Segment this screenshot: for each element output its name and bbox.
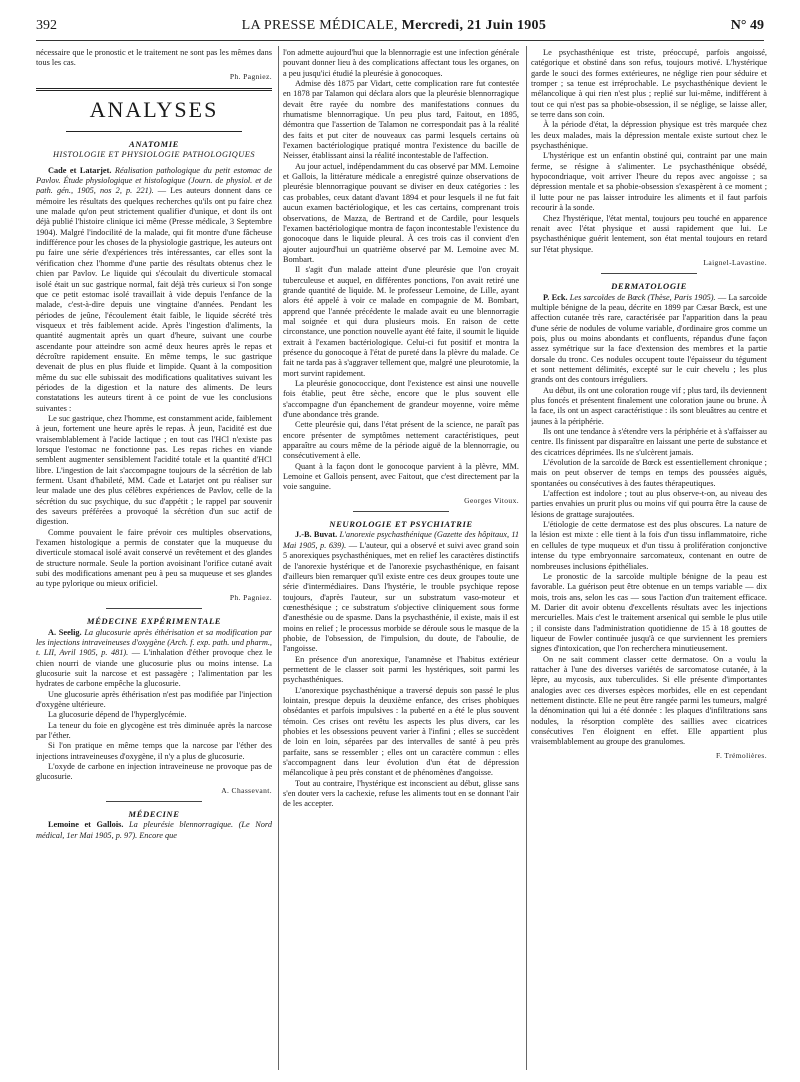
paragraph: L'anorexique psychasthénique a traversé depuis son passé le plus lointain, presque depuis la deuxième enfance, des crises phobiques obsédantes et parfois impulsives : la puberté en a été le plus souvent témoin. Ces crises ont revêtu les aspects les plus divers, car les phobies et les obsessions peuvent varier à l'infini ; elles se succèdent de loin en loin, séparées par des intervalles de santé à peu près parfaite, sans se ressembler ; elles ont un caractère commun : elles s'accompagnent dans leur évolution d'un état de dépression mélancolique à peu près constant et de phénomènes d'angoisse. xyxy=(283,685,519,778)
article-author: P. Eck. xyxy=(543,292,568,302)
signature: Laignel-Lavastine. xyxy=(703,257,767,267)
divider xyxy=(106,608,202,609)
article-title: Réalisation pathologique du petit estomac de Pavlov. Étude physiologique et histologique xyxy=(36,165,272,186)
article-text: — Les auteurs donnent dans ce mémoire les résultats des quelques recherches qu'ils ont pu faire chez une malade qu'on peut strictement qualifier d'unique, et dont ils ont déjà publié l'histoire clinique ici même (Presse médicale, 3 Septembre 1904). Malgré l'indocilité de la malade, qui fit montre d'une fâcheuse indifférence pour les choses de la physiologie gastrique, les auteurs ont pu faire une série d'expériences très intéressantes, car elles sont la vérification chez l'homme d'une partie des résultats obtenus chez le chien par Pavlov. Le liquide qui s'écoulait du diverticule stomacal isolé était un suc gastrique normal, fait déjà très curieux si l'on songe que ce petit estomac isolé travaillait à vide depuis l'enfance de la malade, c'est-à-dire depuis une vingtaine d'années. Pendant les périodes de jeûne, l'écoulement était faible, le liquide sécrété très visqueux et très faiblement acide. Après l'ingestion d'aliments, la quantité augmentait après un quart d'heure, suivant une courbe ascendante pour atteindre son acmé deux heures après le repas et décroître rapidement ensuite. En même temps, le suc gastrique devenait de plus en plus fluide et limpide. Quant à la composition même du suc elle subissait des modifications qualitatives suivant les périodes de la digestion et la nature des aliments. De leurs constatations les auteurs tirent à ce point de vue les conclusions suivantes : xyxy=(36,186,272,413)
signature: F. Trémolières. xyxy=(715,750,767,760)
paragraph: Quant à la façon dont le gonocoque parvient à la plèvre, MM. Lemoine et Gallois pensent, avec Faitout, que c'est directement par la voie sanguine. xyxy=(283,461,519,492)
article-title: L'anorexie psychasthénique xyxy=(339,530,432,540)
paragraph: Cette pleurésie qui, dans l'état présent de la science, ne paraît pas encore présenter de symptômes nettement caractéristiques, peut apparaître au cours même de la période aiguë de la blennorragie, ou consécutivement à elle. xyxy=(283,420,519,461)
column-1 xyxy=(36,48,272,1070)
article-paragraph xyxy=(36,820,272,841)
paragraph: Le psychasthénique est triste, préoccupé, parfois angoissé, catégorique et obstiné dans son refus, toujours motivé. L'hystérique garde le souci des formes extérieures, ne néglige rien pour séduire et tromper ; sa tenue est irréprochable. Le psychasthénique devient le mélancolique à qui rien n'est plus ; replié sur lui-même, indifférent à tout ce qui n'est pas sa phobie-obsession, il se néglige, se laisse aller, se terre dans son coin. xyxy=(531,48,767,120)
section-title: DERMATOLOGIE xyxy=(611,281,687,292)
paragraph: Si l'on pratique en même temps que la narcose par l'éther des injections intraveineuses d'oxygène, il n'y a plus de glucosurie. xyxy=(36,741,272,761)
paragraph: On ne sait comment classer cette dermatose. On a voulu la rattacher à l'une des diverses variétés de sarcomatose cutanée, à la lèpre, au mycosis, aux tuberculides. Si elle présente d'importantes analogies avec ces diverses espèces morbides, elle en est cependant nettement distincte. Elle ne peut être rangée parmi les tumeurs, malgré la dénomination qui lui a été donnée : les plaques d'infiltrations sans nodules, la résorption complète des saillies avec cicatrices consécutives l'en éloignent en effet. Elle appartient plus vraisemblablement au groupe des granulomes. xyxy=(531,654,767,747)
paragraph: Chez l'hystérique, l'état mental, toujours peu touché en apparence renait avec l'état physique et aussi rapidement que lui. Le psychasthénique guérit lentement, son état mental toujours en retard sur l'état physique. xyxy=(531,213,767,254)
paragraph: Une glucosurie après éthérisation n'est pas modifiée par l'injection d'oxygène ultérieure. xyxy=(36,689,272,709)
header-rule xyxy=(36,40,764,41)
paragraph: Tout au contraire, l'hystérique est inconscient au début, glisse sans s'en douter vers la cachexie, refuse les aliments tout en se donnant l'air de les accepter. xyxy=(283,778,519,809)
article-reference: (Arch. f. exp. path. und pharm., t. LII, Avril 1905, p. 481). xyxy=(36,637,272,658)
signature: Georges Vitoux. xyxy=(464,495,519,505)
column-2 xyxy=(283,48,519,1070)
signature: Ph. Pagniez. xyxy=(229,592,272,602)
issue-number: N° 49 xyxy=(730,18,764,33)
paragraph: Au début, ils ont une coloration rouge vif ; plus tard, ils deviennent plus foncés et présentent finalement une coloration jaune ou brune. À la face, ils ont un aspect caractéristique : ils sont bleuâtres au centre et jaunes à la périphérie. xyxy=(531,385,767,426)
journal-title xyxy=(242,18,547,34)
issue-date: Mercredi, 21 Juin 1905 xyxy=(401,18,547,33)
article-title: La glucosurie après éthérisation et sa modification par les injections intraveineuses d'oxygène xyxy=(36,627,272,647)
section-title: MÉDECINE xyxy=(128,809,180,819)
article-reference: (Journ. de physiol. et de path. gén., 1905, nos 2, p. 221). xyxy=(36,176,272,196)
page-number: 392 xyxy=(36,18,57,33)
section-heading-analyses: ANALYSES xyxy=(89,97,219,123)
paragraph: La teneur du foie en glycogène est très diminuée après la narcose par l'éther. xyxy=(36,720,272,740)
section-subtitle: HISTOLOGIE ET PHYSIOLOGIE PATHOLOGIQUES xyxy=(53,150,255,160)
paragraph: L'oxyde de carbone en injection intraveineuse ne provoque pas de glucosurie. xyxy=(36,761,272,782)
paragraph: Comme pouvaient le faire prévoir ces multiples observations, l'examen histologique a permis de constater que la muqueuse du diverticule stomacal isolé avait conservé un revêtement et des glandes de structure normale. Seule la portion avoisinant l'orifice cutané avait subi des modifications amenant peu à peu sa muqueuse et ses glandes au type pylorique ou mieux orificiel. xyxy=(36,527,272,589)
paragraph: Le suc gastrique, chez l'homme, est constamment acide, faiblement à jeun, fortement une heure après le repas. À jeun, l'acidité est due vraisemblablement à l'acide lactique ; en tout cas l'HCl n'existe pas lorsque l'estomac ne fonctionne pas. Les repas riches en viande semblent augmenter sensiblement l'acidité totale et la quantité d'HCl libre. L'ingestion de lait s'accompagne toujours de la sécrétion de lab ferment. Usant d'habileté, MM. Cade et Latarjet ont pu réaliser sur leur malade une des plus célèbres expériences de Pavlov, celle de la sécrétion du suc psychique, du suc d'appétit ; le rappel par souvenir des saveurs préférées a provoqué la sécrétion d'un suc actif de digestion. xyxy=(36,413,272,527)
article-reference: (Thèse, Paris 1905). xyxy=(647,292,716,302)
signature: A. Chassevant. xyxy=(221,785,272,795)
signature: Ph. Pagniez. xyxy=(229,71,272,81)
paragraph: Le pronostic de la sarcoïde multiple bénigne de la peau est favorable. La guérison peut être obtenue en un temps variable — dix mois, trois ans, selon les cas — sous l'action d'un traitement efficace. M. Darier dit avoir obtenu d'excellents résultats avec les injections mercurielles. Mais c'est le traitement arsenical qui semble le plus utile ; il consiste dans l'administration quotidienne de 15 à 18 gouttes de liqueur de Fowler continuée jusqu'à ce que surviennent les premiers signes d'intoxication, que l'on recherchera minutieusement. xyxy=(531,571,767,654)
paragraph: À la période d'état, la dépression physique est très marquée chez les deux malades, mais la dépression mentale existe surtout chez le psychasthénique. xyxy=(531,120,767,151)
column-divider xyxy=(526,46,527,1070)
article-paragraph xyxy=(36,628,272,690)
divider xyxy=(106,801,202,802)
section-title: ANATOMIE xyxy=(128,139,179,150)
article-title: La pleurésie blennorragique. xyxy=(129,820,234,830)
article-title: Les sarcoïdes de Bœck xyxy=(569,292,646,302)
column-3 xyxy=(531,48,767,1070)
paragraph: La glucosurie dépend de l'hyperglycémie. xyxy=(48,710,187,720)
paragraph: La pleurésie gonococcique, dont l'existence est ainsi une nouvelle fois établie, peut être sèche, encore que le plus souvent elle s'accompagne d'un épanchement de grandeur moyenne, voire même d'une abondance très grande. xyxy=(283,379,519,420)
page-header xyxy=(36,18,764,40)
article-paragraph xyxy=(36,166,272,414)
article-author: Lemoine et Gallois. xyxy=(48,820,124,830)
paragraph: L'évolution de la sarcoïde de Bœck est essentiellement chronique ; mais on peut observer de temps en temps des poussées aiguës, spontanées ou consécutives à des fautes thérapeutiques. xyxy=(531,458,767,488)
section-rule xyxy=(36,88,272,91)
paragraph: Il s'agit d'un malade atteint d'une pleurésie que l'on croyait tuberculeuse et auquel, en différentes ponctions, l'on avait retiré une grande quantité de liquide. M. le professeur Lemoine, de Lille, ayant alors été appelé à voir ce malade en compagnie de M. Bombart, apprend que l'année précédente le malade avait eu une blennorragie mal soignée et qui dura plusieurs mois. En raison de cette circonstance, une ponction nouvelle ayant été faite, il soumit le liquide extrait à l'examen bactériologique. Celui-ci fut positif et montra la présence du gonocoque à l'état de pureté dans la plèvre du malade. Ce fait ne tarda pas à s'aggraver tellement que, malgré une pleurotomie, la mort survint rapidement. xyxy=(283,265,519,378)
article-author: Cade et Latarjet. xyxy=(48,165,112,175)
paragraph: nécessaire que le pronostic et le traitement ne sont pas les mêmes dans tous les cas. xyxy=(36,48,272,68)
article-paragraph xyxy=(531,293,767,386)
article-reference: (Le Nord médical, 1er Mai 1905, p. 97). Encore que xyxy=(36,820,272,840)
article-author: J.-B. Buvat. xyxy=(295,530,338,540)
journal-name: LA PRESSE MÉDICALE, xyxy=(241,18,398,33)
section-title: NEUROLOGIE ET PSYCHIATRIE xyxy=(329,519,473,530)
article-paragraph xyxy=(283,530,519,654)
paragraph: L'affection est indolore ; tout au plus observe-t-on, au niveau des parties envahies un prurit plus ou moins vif qui pourra être la cause de lésions de grattage surajoutées. xyxy=(531,489,767,519)
column-divider xyxy=(278,46,279,1070)
article-text: — La sarcoïde multiple bénigne de la peau, décrite en 1899 par Cæsar Bœck, est une affection cutanée très rare, caractérisée par l'apparition dans la peau d'une série de nodules de volume variable, d'ordinaire gros comme un pois, plus ou moins abondants et confluents, répandus d'une façon assez symétrique sur la face d'extension des membres et la partie dorsale du tronc. Ces nodules occupent toute l'épaisseur du tégument et sont nettement délimités, excepté sur le cuir chevelu ; les plus grands ont des contours irréguliers. xyxy=(531,292,767,385)
divider xyxy=(601,273,697,274)
paragraph: En présence d'un anorexique, l'anamnèse et l'habitus extérieur permettent de le classer soit parmi les hystériques, soit parmi les psychasthéniques. xyxy=(283,654,519,685)
paragraph: Au jour actuel, indépendamment du cas observé par MM. Lemoine et Gallois, la littérature médicale a enregistré quinze observations de pleurésie blennorragique pouvant se diviser en deux catégories : les cas probables, ceux datant d'avant 1894 et pour lesquels il ne fut fait aucun examen bactériologique, et les cas certains, comprenant trois observations, de Mazza, de Bertrand et de Cardile, pour lesquels l'examen bactériologique montra de façon incontestable l'existence du gonocoque dans le liquide pleural. À ces trois cas il convient d'en ajouter aujourd'hui un quatrième observé par M. Lemoine avec M. Bombart. xyxy=(283,161,519,264)
paragraph: Ils ont une tendance à s'étendre vers la périphérie et à s'affaisser au centre. Ils finissent par disparaître en laissant une perte de substance et des cicatrices déprimées. Ils ne s'ulcèrent jamais. xyxy=(531,427,767,457)
paragraph: L'hystérique est un enfantin obstiné qui, contraint par une main ferme, se résigne à s'alimenter. Le psychasthénique obsédé, hypocondriaque, voit arriver l'heure du repos avec angoisse ; sa dépression mentale et sa phobie-obsession s'exaspèrent à ce moment ; il lutte pour ne pas laisser introduire les aliments et il faut parfois recourir à la sonde. xyxy=(531,151,767,213)
section-title: MÉDECINE EXPÉRIMENTALE xyxy=(86,616,222,627)
article-text: — L'auteur, qui a observé et suivi avec grand soin 5 anorexiques psychasthéniques, met en relief les caractères distinctifs de l'anorexie hystérique et de l'anorexie psychasthénique, en faisant d'ailleurs bien remarquer qu'il existe entre ces deux groupes toute une série d'intermédiaires. Dans l'hystérie, le trouble psychique repose toujours, d'après l'auteur, sur un substratum vaso-moteur et cœnesthésique ; ce substratum s'objective cliniquement sous forme d'anesthésie ou de spasme. Dans la psychasthénie, il existe, mais il est moins en relief ; le processus morbide se déroule sous le masque de la phobie, de l'obsession, de l'impulsion, du doute, de l'aboulie, de l'angoisse. xyxy=(283,540,519,654)
article-reference: (Gazette des hôpitaux, 11 Mai 1905, p. 639). xyxy=(283,530,519,550)
paragraph: L'étiologie de cette dermatose est des plus obscures. La nature de la lésion est mixte : elle tient à la fois d'un tissu inflammatoire, riche en cellules de type muqueux et d'un tissu à prolifération conjonctive intense du type embryonnaire sarcomateux, contenant en outre de nombreuses inclusions épithéliales. xyxy=(531,520,767,571)
heading-rule xyxy=(66,131,242,132)
paragraph: l'on admette aujourd'hui que la blennorragie est une infection générale pouvant donner lieu à des complications affectant tous les organes, on a peu jusqu'ici étudié la pleurésie à gonocoques. xyxy=(283,48,519,78)
divider xyxy=(353,511,449,512)
article-text: — L'inhalation d'éther provoque chez le chien nourri de viande une glucosurie plus ou moins intense. La glucosurie suit la narcose et est passagère ; l'alimentation par les hydrates de carbone empêche la glucosurie. xyxy=(36,648,272,689)
paragraph: Admise dès 1875 par Vidart, cette complication rare fut contestée en 1878 par Talamon qui déclara alors que la pleurésie blennorragique devait être rayée du nombre des manifestations connues du rhumatisme blennorragique. Un peu plus tard, Faitout, en 1895, démontra que l'assertion de Talamon ne correspondait pas à la réalité des faits et put citer de nouveaux cas parmi lesquels certains où l'examen bactériologique pratiqué montra l'existence du bacille de Neisser, établissant ainsi la réalité incontestable de l'affection. xyxy=(283,79,519,161)
article-author: A. Seelig. xyxy=(48,627,82,637)
